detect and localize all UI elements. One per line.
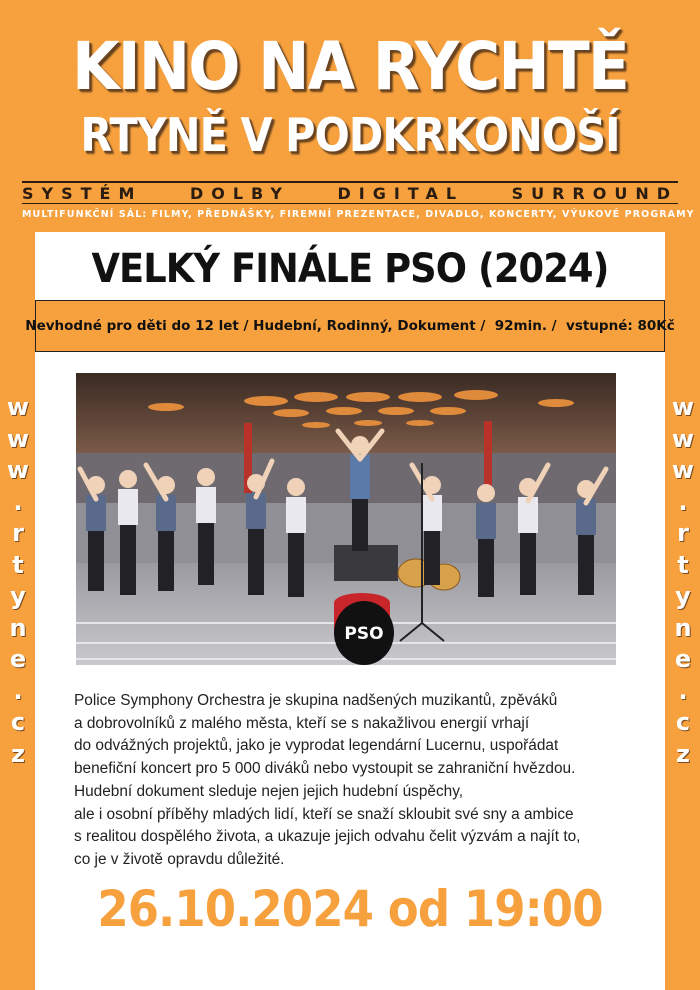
sound-word: SYSTÉM [22,183,143,203]
description-line: a dobrovolníků z malého města, kteří se s nakažlivou energií vrhají [74,714,530,732]
divider-bottom [22,203,678,204]
sound-word: DOLBY [189,183,290,203]
website-vertical-right[interactable] [668,392,698,770]
side-letter: y [10,582,26,610]
description-line: benefiční koncert pro 5 000 diváků nebo vystoupit se zahraniční hvězdou. [74,760,576,778]
description-line: co je v životě opravdu důležité. [74,850,285,868]
concert-scene-illustration [76,373,616,665]
film-still-photo [76,373,616,665]
side-letter: r [677,519,689,547]
film-panel [25,232,675,990]
description-line: Hudební dokument sleduje nejen jejich hudební úspěchy, [74,782,464,800]
film-description [74,690,634,872]
description-line: ale i osobní příběhy mladých lidí, kteří se snaží skloubit své sny a ambice [74,805,574,823]
side-letter: e [9,645,27,673]
side-letter: . [13,676,23,705]
cinema-location: RTYNĚ V PODKRKONOŠÍ [80,108,620,162]
drum-logo [334,593,394,665]
side-letter: c [10,708,26,736]
film-title: VELKÝ FINÁLE PSO (2024) [91,246,609,292]
side-letter: c [675,708,691,736]
side-letter: . [678,676,688,705]
side-letter: w [671,456,695,484]
description-line: Police Symphony Orchestra je skupina nadšených muzikantů, zpěváků [74,692,558,709]
website-vertical-left[interactable] [3,392,33,770]
side-letter: w [671,424,695,453]
drum-logo-text: PSO [344,624,384,644]
side-letter: w [671,393,695,421]
film-info-box [25,300,675,352]
film-info: Nevhodné pro děti do 12 let / Hudební, Rodinný, Dokument / 92min. / vstupné: 80Kč [25,318,675,334]
side-letter: . [678,487,688,516]
side-letter: w [6,424,30,453]
cinema-title: KINO NA RYCHTĚ [72,28,628,105]
side-letter: y [675,582,691,610]
poster-header [0,0,700,232]
side-letter: n [9,613,27,642]
side-letter: t [677,550,689,579]
sound-word: SURROUND [511,183,678,203]
venue-description: MULTIFUNKČNÍ SÁL: FILMY, PŘEDNÁŠKY, FIREMNÍ PREZENTACE, DIVADLO, KONCERTY, VÝUKOVÉ PROGRAMY [22,209,695,220]
side-letter: z [11,739,25,768]
side-letter: . [13,487,23,516]
side-letter: w [6,456,30,484]
screening-date: 26.10.2024 od 19:00 [97,880,603,938]
sound-word: DIGITAL [337,183,465,203]
side-letter: z [676,739,690,768]
sound-system-line [22,183,678,203]
side-letter: n [674,613,692,642]
side-letter: t [12,550,24,579]
side-letter: w [6,393,30,421]
side-letter: e [674,645,692,673]
description-line: s realitou dospělého života, a ukazuje jejich odvahu čelit výzvám a najít to, [74,828,581,846]
side-letter: r [12,519,24,547]
description-line: do odvážných projektů, jako je vyprodat legendární Lucernu, uspořádat [74,737,559,755]
